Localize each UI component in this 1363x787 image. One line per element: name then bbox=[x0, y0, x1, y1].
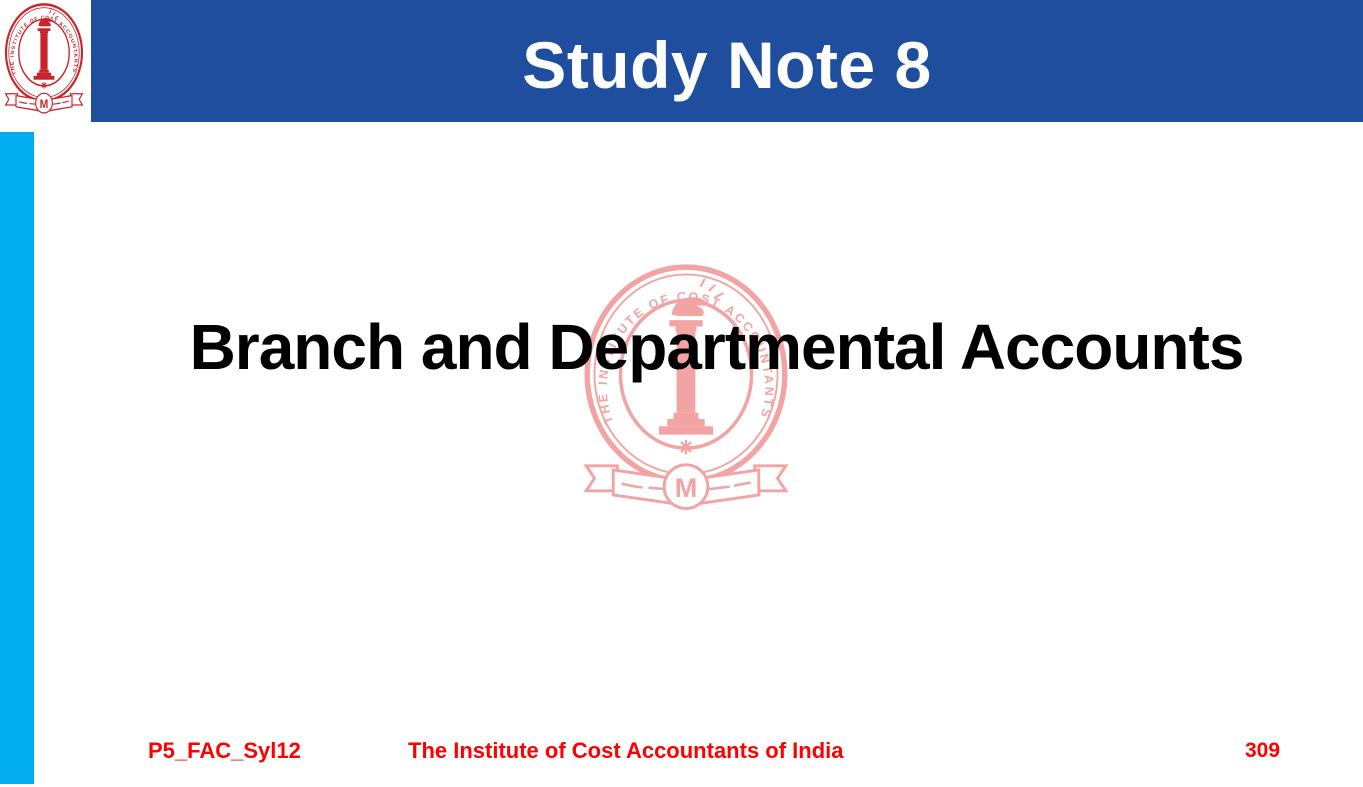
footer-page-number: 309 bbox=[1245, 739, 1281, 762]
footer-institute-name: The Institute of Cost Accountants of India bbox=[408, 738, 844, 763]
footer-course-code: P5_FAC_Syl12 bbox=[148, 738, 301, 763]
slide-title: Branch and Departmental Accounts bbox=[189, 311, 1244, 383]
institute-logo-icon bbox=[4, 3, 84, 119]
left-accent-stripe bbox=[0, 132, 34, 784]
header-title: Study Note 8 bbox=[522, 28, 932, 102]
slide-header bbox=[91, 0, 1363, 122]
institute-watermark-icon bbox=[582, 264, 790, 522]
